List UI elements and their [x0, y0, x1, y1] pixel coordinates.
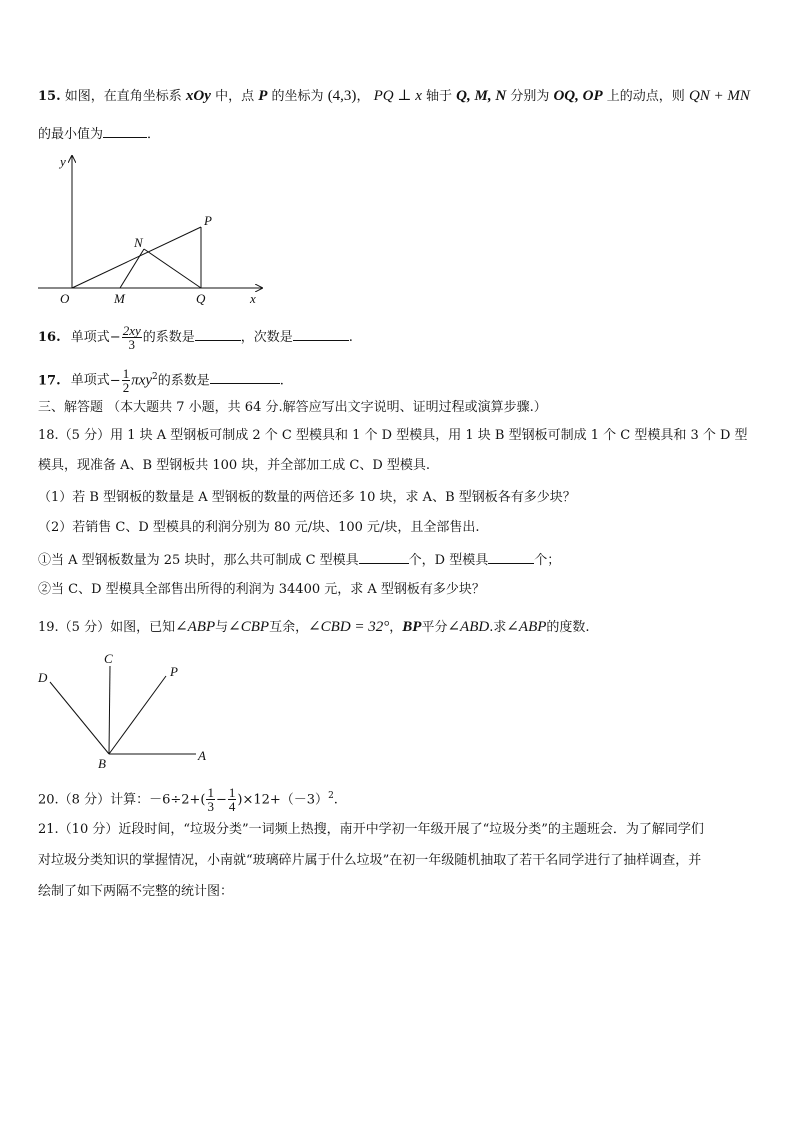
q15-number: 15.: [38, 89, 61, 104]
q16-degree-blank: [293, 326, 349, 341]
q19-figure: [30, 646, 220, 776]
label-x: x: [250, 291, 256, 306]
q21-line3: 绘制了如下两隔不完整的统计图：: [38, 884, 234, 899]
segment-NQ: [144, 249, 201, 288]
label-P: P: [204, 213, 212, 228]
q16-coefficient-blank: [195, 326, 241, 341]
label-P: P: [170, 664, 178, 679]
ray-BD: [50, 682, 109, 754]
ray-BP: [109, 676, 166, 754]
q15-answer-blank: [103, 123, 147, 138]
q15-figure: [36, 150, 276, 310]
q18-part2: （2）若销售 C、D 型模具的利润分别为 80 元/块、100 元/块，且全部售出.: [38, 520, 480, 535]
label-D: D: [38, 670, 48, 685]
q18-part1: （1）若 B 型钢板的数量是 A 型钢板的数量的两倍还多 10 块，求 A、B 型钢板各有多少块？: [38, 490, 576, 505]
q16: 16. 单项式− $\frac{2xy}{3}$ 的系数是 ，次数是 .: [38, 323, 353, 352]
q20: 20.（8 分）计算：－6÷2+( $\frac{1}{3}$ − $\frac{1}{4}$ )$\times 12+(-3)^2$.: [38, 785, 338, 815]
q18-line2: 模具，现准备 A、B 型钢板共 100 块，并全部加工成 C、D 型模具.: [38, 458, 431, 473]
label-B: B: [98, 756, 106, 771]
label-O: O: [60, 291, 70, 306]
q18-d-count-blank: [488, 549, 534, 564]
q16-fraction: $\frac{2xy}{3}$: [122, 323, 141, 352]
q18-c-count-blank: [359, 549, 409, 564]
q20-fraction-2: $\frac{1}{4}$: [228, 785, 236, 815]
q15-line2: 的最小值为 ．: [38, 123, 160, 145]
q18-line1: 18.（5 分）用 1 块 A 型钢板可制成 2 个 C 型模具和 1 个 D 型模具，用 1 块 B 型钢板可制成 1 个 C 型模具和 3 个 D 型: [38, 428, 748, 443]
q21-line1: 21.（10 分）近段时间，“垃圾分类”一词频上热搜，南开中学初一年级开展了“垃圾分类”的主题班会．为了解同学们: [38, 822, 704, 837]
q18-part3: ①当 A 型钢板数量为 25 块时，那么共可制成 C 型模具 个，D 型模具 个；: [38, 549, 560, 571]
section-3-heading: 三、解答题 （本大题共 7 小题，共 64 分.解答应写出文字说明、证明过程或演算步骤.）: [38, 400, 547, 415]
q19-text: 19.（5 分）如图，已知∠ABP与∠CBP互余，∠CBD = 32°，BP平分∠ABD.求∠ABP的度数.: [38, 619, 590, 635]
label-N: N: [134, 235, 143, 250]
label-Q: Q: [196, 291, 206, 306]
q20-fraction-1: $\frac{1}{3}$: [207, 785, 214, 815]
q21-line2: 对垃圾分类知识的掌握情况，小南就“玻璃碎片属于什么垃圾”在初一年级随机抽取了若干名同学进行了抽样调查，并: [38, 853, 702, 868]
q17-coefficient-blank: [210, 369, 280, 384]
q15-line1: 15. 如图，在直角坐标系 xOy 中，点 P 的坐标为 (4,3)， PQ ⊥ x 轴于 Q, M, N 分别为 OQ, OP 上的动点，则 QN + MN: [38, 88, 750, 104]
q17-fraction: $\frac{1}{2}$: [122, 366, 130, 396]
label-M: M: [114, 291, 125, 306]
segment-MN: [120, 249, 144, 288]
label-C: C: [104, 651, 113, 666]
q18-part4: ②当 C、D 型模具全部售出所得的利润为 34400 元，求 A 型钢板有多少块？: [38, 582, 485, 597]
ray-BC: [109, 666, 110, 754]
label-y: y: [60, 154, 66, 169]
q17: 17. 单项式− $\frac{1}{2}$ πxy$^2$的系数是 .: [38, 366, 284, 396]
label-A: A: [198, 748, 206, 763]
